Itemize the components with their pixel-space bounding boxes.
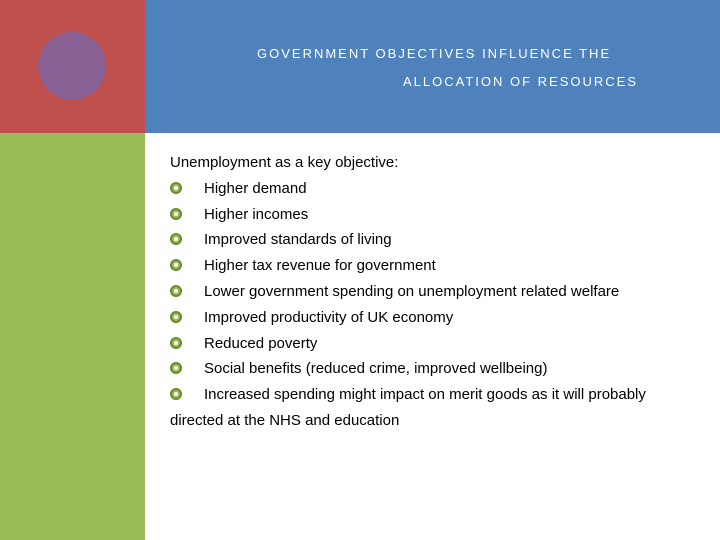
bullet-text: Improved productivity of UK economy [204,308,454,326]
bullet-text: Improved standards of living [204,231,392,249]
bullet-icon [170,233,182,245]
slide-title [257,40,707,96]
bullet-icon [170,388,182,400]
bullet-icon [170,182,182,194]
bullet-icon [170,259,182,271]
bullet-icon [170,311,182,323]
bullet-item [170,227,705,253]
bullet-text: Higher incomes [204,205,309,223]
bullet-item [170,305,705,331]
bullet-item [170,253,705,279]
bullet-icon [170,337,182,349]
bullet-text: Social benefits (reduced crime, improved wellbeing) [204,360,548,378]
bullet-item [170,202,705,228]
bullet-text: Lower government spending on unemployment related welfare [204,282,620,300]
body-intro: Unemployment as a key objective: [170,154,399,171]
bullet-icon [170,362,182,374]
bullet-item [170,176,705,202]
slide-title-line1: GOVERNMENT OBJECTIVES INFLUENCE THE [257,46,612,61]
slide-title-line2: ALLOCATION OF RESOURCES [403,74,639,89]
bullet-text: Reduced poverty [204,334,318,352]
bullet-text: Higher demand [204,179,307,197]
bullet-continuation: directed at the NHS and education [170,411,400,429]
bullet-icon [170,285,182,297]
bullet-item [170,331,705,357]
bullet-text: Increased spending might impact on merit goods as it will probably [204,386,646,404]
slide-body [170,150,705,434]
bullet-item [170,356,705,382]
bullet-item [170,382,705,408]
left-green-panel [0,133,145,540]
bullet-text: Higher tax revenue for government [204,257,436,275]
bullet-item [170,279,705,305]
bullet-icon [170,208,182,220]
decorative-circle-icon [38,32,106,100]
